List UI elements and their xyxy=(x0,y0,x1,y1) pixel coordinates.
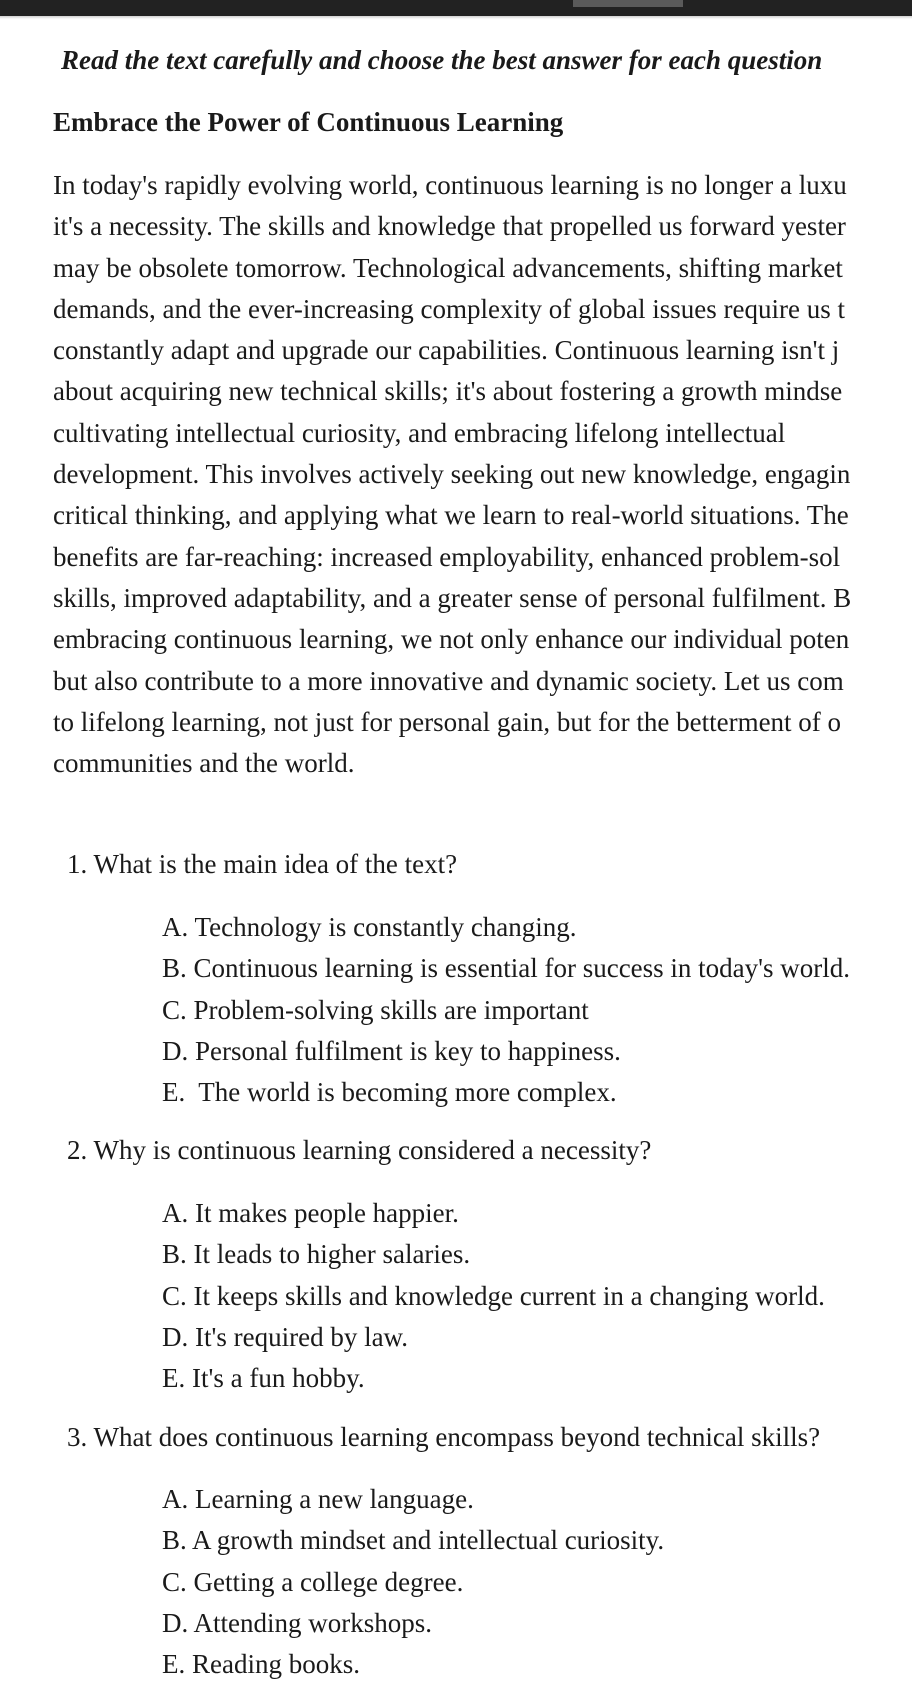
question-1-options xyxy=(162,907,850,1113)
instruction-text: Read the text carefully and choose the best answer for each question xyxy=(61,45,823,75)
option-3c[interactable]: C. Getting a college degree. xyxy=(162,1566,464,1597)
passage-line: In today's rapidly evolving world, continuous learning is no longer a luxu xyxy=(53,170,847,200)
option-2a[interactable]: A. It makes people happier. xyxy=(162,1198,459,1228)
option-1a[interactable]: A. Technology is constantly changing. xyxy=(162,912,577,942)
option-3e[interactable]: E. Reading books. xyxy=(162,1649,360,1680)
question-3-options xyxy=(162,1479,664,1685)
question-1: 1. What is the main idea of the text? xyxy=(67,849,458,879)
passage-line: about acquiring new technical skills; it's about fostering a growth mindse xyxy=(53,376,843,407)
option-1c[interactable]: C. Problem-solving skills are important xyxy=(162,994,589,1025)
passage-line: may be obsolete tomorrow. Technological advancements, shifting market xyxy=(53,252,843,283)
option-1d[interactable]: D. Personal fulfilment is key to happiness. xyxy=(162,1035,621,1066)
passage-line: cultivating intellectual curiosity, and embracing lifelong intellectual xyxy=(53,417,786,448)
passage-line: critical thinking, and applying what we learn to real-world situations. The xyxy=(53,500,849,531)
passage-title: Embrace the Power of Continuous Learning xyxy=(53,107,564,137)
passage-body xyxy=(53,165,912,785)
option-1b[interactable]: B. Continuous learning is essential for success in today's world. xyxy=(162,953,851,984)
question-3: 3. What does continuous learning encompass beyond technical skills? xyxy=(67,1422,821,1452)
option-2d[interactable]: D. It's required by law. xyxy=(162,1321,409,1352)
passage-line: communities and the world. xyxy=(53,748,355,779)
question-2-options xyxy=(162,1193,825,1399)
option-3b[interactable]: B. A growth mindset and intellectual curiosity. xyxy=(162,1525,665,1556)
option-2c[interactable]: C. It keeps skills and knowledge current in a changing world. xyxy=(162,1280,825,1311)
passage-line: skills, improved adaptability, and a greater sense of personal fulfilment. B xyxy=(53,582,852,613)
option-2e[interactable]: E. It's a fun hobby. xyxy=(162,1363,365,1394)
option-1e[interactable]: E. The world is becoming more complex. xyxy=(162,1077,617,1108)
question-2: 2. Why is continuous learning considered a necessity? xyxy=(67,1135,652,1165)
passage-line: to lifelong learning, not just for personal gain, but for the betterment of o xyxy=(53,706,842,737)
passage-line: development. This involves actively seeking out new knowledge, engagin xyxy=(53,459,851,490)
top-bar-shadow xyxy=(0,16,912,19)
passage-line: constantly adapt and upgrade our capabilities. Continuous learning isn't j xyxy=(53,335,840,366)
passage-line: demands, and the ever-increasing complexity of global issues require us t xyxy=(53,293,845,324)
top-bar xyxy=(0,0,912,16)
passage-line: benefits are far-reaching: increased employability, enhanced problem-sol xyxy=(53,541,841,572)
option-3a[interactable]: A. Learning a new language. xyxy=(162,1484,474,1514)
top-bar-tab[interactable] xyxy=(573,0,683,7)
passage-line: embracing continuous learning, we not only enhance our individual poten xyxy=(53,624,850,655)
passage-line: but also contribute to a more innovative and dynamic society. Let us com xyxy=(53,665,844,696)
passage-line: it's a necessity. The skills and knowledge that propelled us forward yester xyxy=(53,211,846,242)
option-2b[interactable]: B. It leads to higher salaries. xyxy=(162,1239,471,1270)
option-3d[interactable]: D. Attending workshops. xyxy=(162,1607,432,1638)
